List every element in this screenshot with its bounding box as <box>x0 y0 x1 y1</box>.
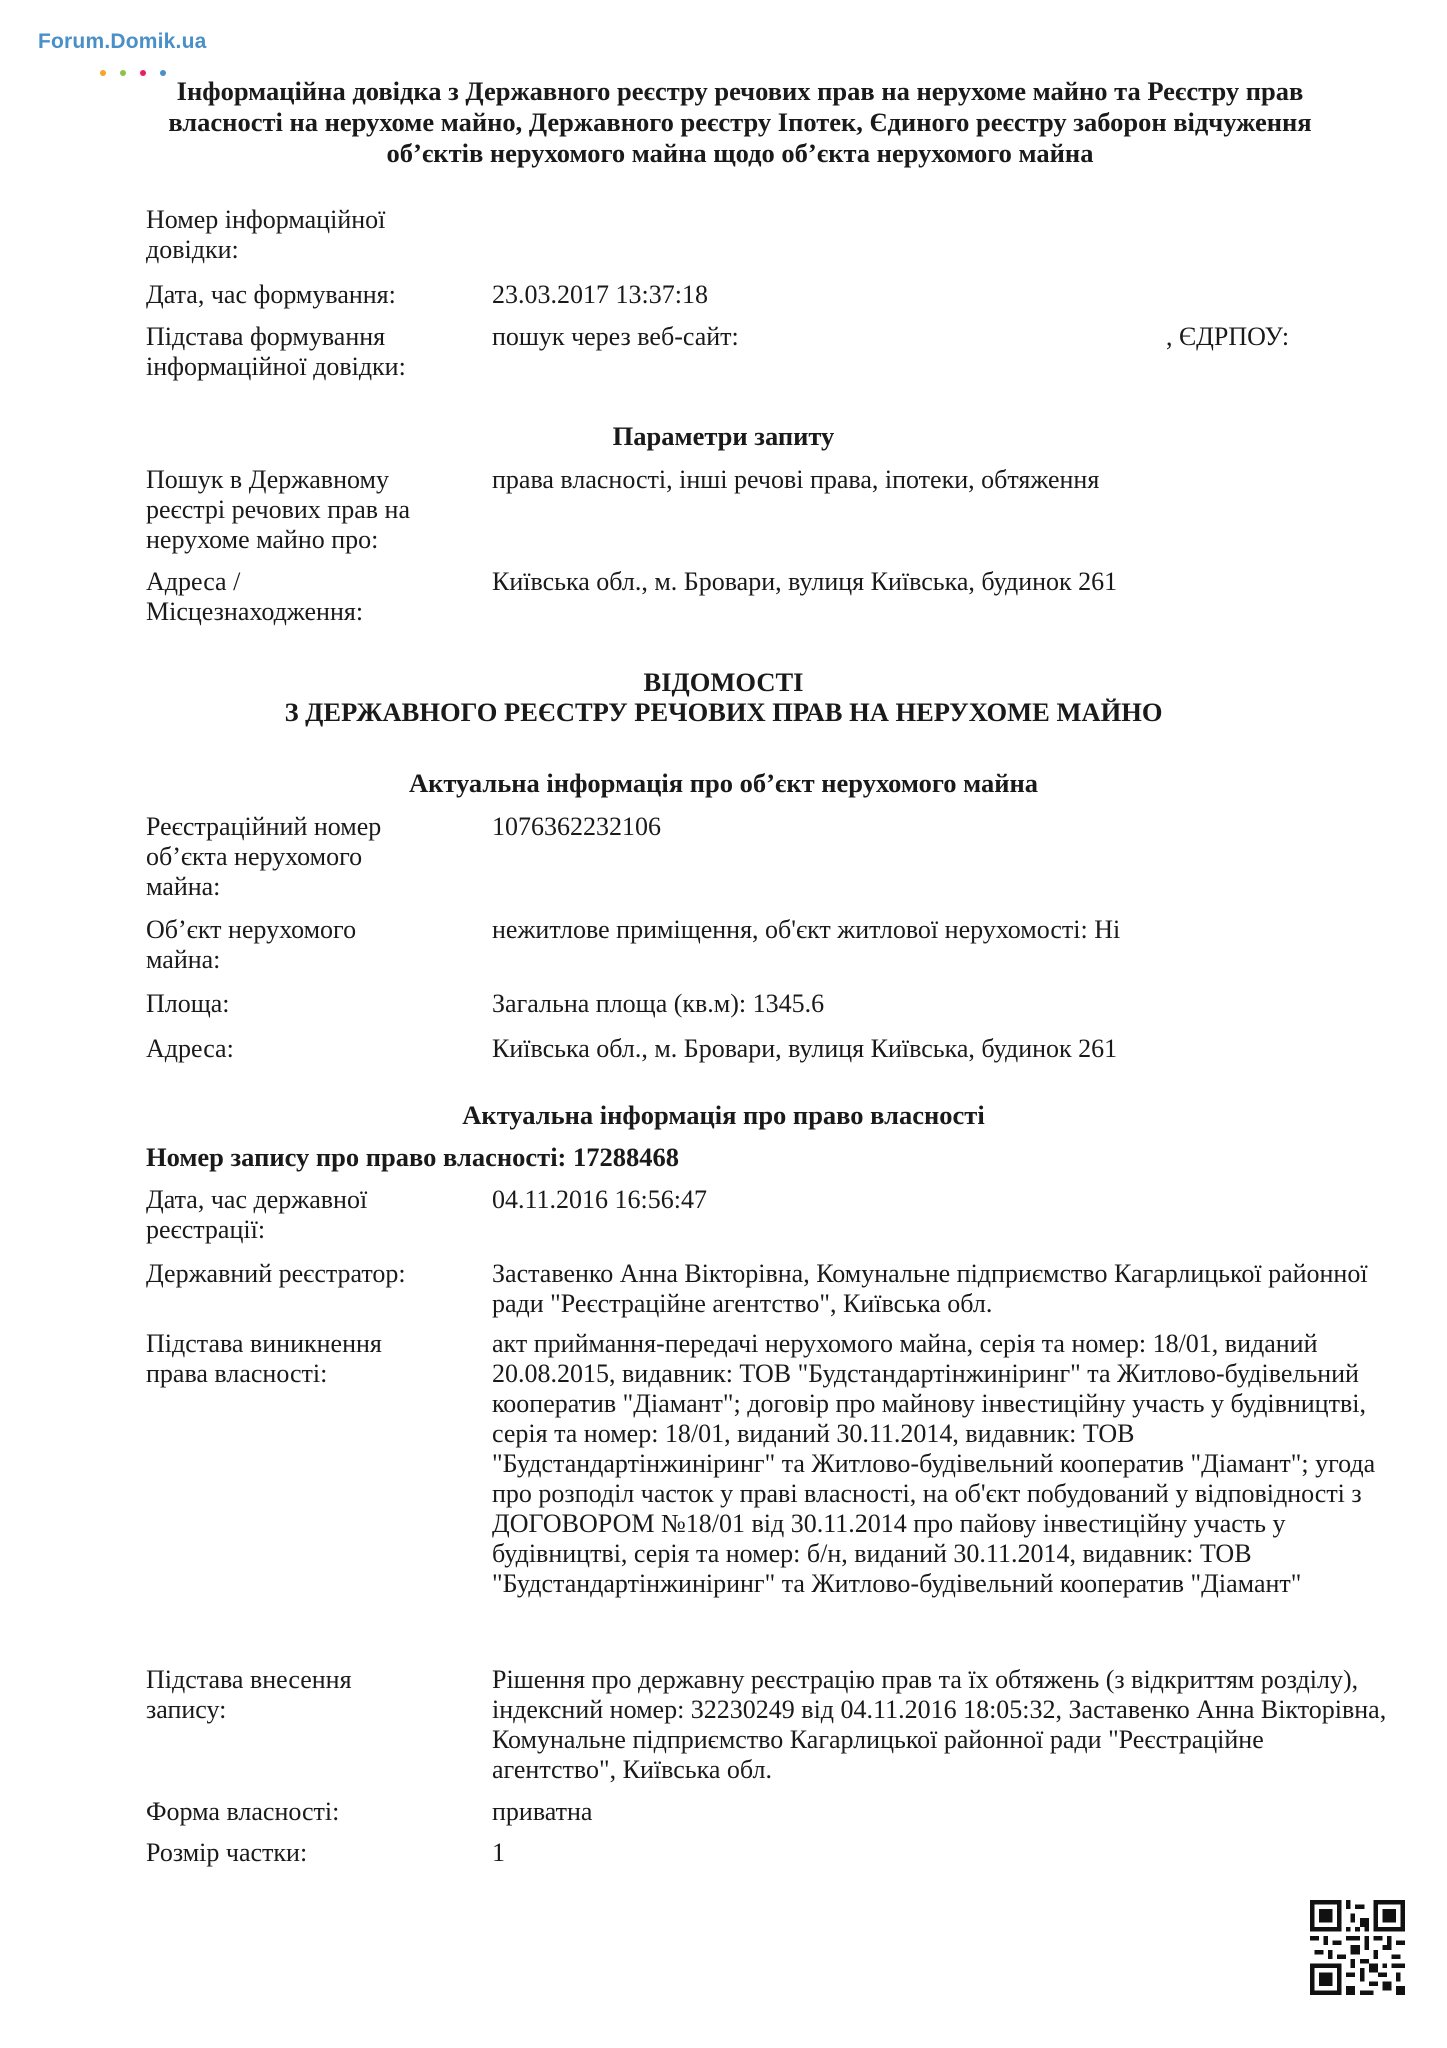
ownership-form-label: Форма власності: <box>146 1797 340 1826</box>
ownership-registrar-value: Заставенко Анна Вікторівна, Комунальне підприємство Кагарлицької районної ради "Реєстраційне агентство", Київська обл. <box>492 1259 1368 1318</box>
object-type-value: нежитлове приміщення, об'єкт житлової нерухомості: Ні <box>492 915 1121 944</box>
ownership-origin-value: акт приймання-передачі нерухомого майна, серія та номер: 18/01, виданий 20.08.2015, видавник: ТОВ "Будстандартінжиніринг" та Житлово-будівельний кооператив "Діамант"; договір про майнову інвестиційну участь у будівництві, серія та номер: 18/01, виданий 30.11.2014, видавник: ТОВ "Будстандартінжиніринг" та Житлово-будівельний кооператив "Діамант"; угода про розподіл часток у праві власності, на об'єкт побудований у відповідності з ДОГОВОРОМ №18/01 від 30.11.2014 про пайову інвестиційну участь у будівництві, серія та номер: б/н, виданий 30.11.2014, видавник: ТОВ "Будстандартінжиніринг" та Житлово-будівельний кооператив "Діамант" <box>492 1329 1376 1598</box>
object-regnum-value: 1076362232106 <box>492 812 661 841</box>
ownership-share-label: Розмір частки: <box>146 1838 308 1867</box>
ownership-origin-label: Підстава виникнення права власності: <box>146 1329 382 1388</box>
registry-heading-2: З ДЕРЖАВНОГО РЕЄСТРУ РЕЧОВИХ ПРАВ НА НЕРУХОМЕ МАЙНО <box>284 697 1163 727</box>
object-address-label: Адреса: <box>146 1034 234 1063</box>
ownership-entry-value: Рішення про державну реєстрацію прав та їх обтяжень (з відкриттям розділу), індексний номер: 32230249 від 04.11.2016 18:05:32, Заставенко Анна Вікторівна, Комунальне підприємство Кагарлицької районної ради "Реєстраційне агентство", Київська обл. <box>492 1665 1387 1784</box>
watermark-text: Forum.Domik.ua <box>38 30 207 53</box>
document-title: Інформаційна довідка з Державного реєстру речових прав на нерухоме майно та Реєстру прав власності на нерухоме майно, Державного реєстру Іпотек, Єдиного реєстру заборон відчуження об’єктів нерухомого майна щодо об’єкта нерухомого майна <box>168 76 1312 168</box>
params-address-value: Київська обл., м. Бровари, вулиця Київська, будинок 261 <box>492 567 1118 596</box>
object-type-label: Об’єкт нерухомого майна: <box>146 915 357 974</box>
params-search-label: Пошук в Державному реєстрі речових прав на нерухоме майно про: <box>146 465 410 554</box>
ownership-heading: Актуальна інформація про право власності <box>462 1100 985 1130</box>
qr-code-icon <box>1310 1900 1405 1995</box>
ownership-regdate-label: Дата, час державної реєстрації: <box>146 1185 368 1244</box>
object-address-value: Київська обл., м. Бровари, вулиця Київська, будинок 261 <box>492 1034 1118 1063</box>
ownership-registrar-label: Державний реєстратор: <box>146 1259 406 1288</box>
object-area-label: Площа: <box>146 989 230 1018</box>
object-regnum-label: Реєстраційний номер об’єкта нерухомого майна: <box>146 812 382 901</box>
ownership-regdate-value: 04.11.2016 16:56:47 <box>492 1185 707 1214</box>
params-heading: Параметри запиту <box>612 421 835 451</box>
ownership-entry-label: Підстава внесення запису: <box>146 1665 352 1724</box>
ownership-form-value: приватна <box>492 1797 593 1826</box>
params-search-value: права власності, інші речові права, іпотеки, обтяження <box>492 465 1100 494</box>
params-address-label: Адреса / Місцезнаходження: <box>146 567 364 626</box>
watermark-logo <box>38 30 206 54</box>
object-area-value: Загальна площа (кв.м): 1345.6 <box>492 989 825 1018</box>
info-basis-value: пошук через веб-сайт: <box>492 322 739 351</box>
info-basis-label: Підстава формування інформаційної довідки: <box>146 322 406 381</box>
info-datetime-value: 23.03.2017 13:37:18 <box>492 280 708 309</box>
registry-heading-1: ВІДОМОСТІ <box>643 667 804 697</box>
info-number-label: Номер інформаційної довідки: <box>146 205 386 264</box>
object-heading: Актуальна інформація про об’єкт нерухомого майна <box>408 768 1039 798</box>
info-edrpou-label: , ЄДРПОУ: <box>1166 322 1290 351</box>
ownership-share-value: 1 <box>492 1838 505 1867</box>
info-datetime-label: Дата, час формування: <box>146 280 396 309</box>
ownership-record-number: Номер запису про право власності: 17288468 <box>146 1142 680 1172</box>
